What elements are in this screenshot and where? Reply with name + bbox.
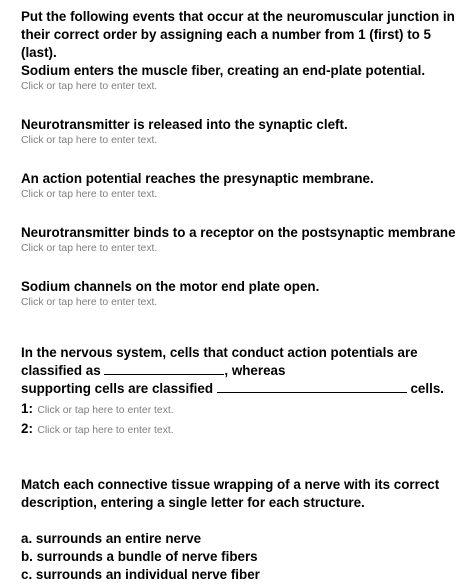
answer-number: 1: (21, 401, 33, 416)
question-2-text: supporting cells are classified (21, 381, 214, 396)
text-entry-placeholder[interactable]: Click or tap here to enter text. (21, 243, 158, 254)
event-item (21, 278, 469, 310)
event-item (21, 116, 469, 148)
event-text: Neurotransmitter is released into the synaptic cleft. (21, 117, 348, 132)
text-entry-placeholder[interactable]: Click or tap here to enter text. (21, 189, 158, 200)
event-text: An action potential reaches the presynaptic membrane. (21, 171, 374, 186)
option-item: b. surrounds a bundle of nerve fibers (21, 549, 258, 564)
question-3-prompt: Match each connective tissue wrapping of a nerve with its correct description, entering a single letter for each structure. (21, 477, 440, 510)
question-1-prompt: Put the following events that occur at the neuromuscular junction in their correct order by assigning each a number from 1 (first) to 5 (last). (21, 9, 455, 60)
text-entry-placeholder[interactable]: Click or tap here to enter text. (37, 405, 174, 416)
option-item: c. surrounds an individual nerve fiber (21, 567, 260, 582)
answer-row (21, 420, 469, 438)
event-text: Neurotransmitter binds to a receptor on the postsynaptic membrane (21, 225, 456, 240)
event-item (21, 170, 469, 202)
question-2-text: classified as (21, 363, 101, 378)
answer-number: 2: (21, 421, 33, 436)
question-2-text: , whereas (224, 363, 286, 378)
text-entry-placeholder[interactable]: Click or tap here to enter text. (21, 297, 158, 308)
fill-in-blank-2 (217, 380, 407, 393)
question-2-line-2 (21, 362, 469, 380)
text-entry-placeholder[interactable]: Click or tap here to enter text. (21, 81, 158, 92)
option-item: a. surrounds an entire nerve (21, 531, 202, 546)
question-2-text: cells. (410, 381, 444, 396)
text-entry-placeholder[interactable]: Click or tap here to enter text. (37, 425, 174, 436)
answer-row (21, 400, 469, 418)
option-list (21, 530, 469, 584)
document-page (21, 8, 469, 584)
event-text: Sodium enters the muscle fiber, creating an end-plate potential. (21, 63, 426, 78)
event-item (21, 62, 469, 94)
question-2-line-1: In the nervous system, cells that conduct action potentials are (21, 345, 418, 360)
fill-in-blank-1 (104, 362, 224, 375)
question-2-line-3 (21, 380, 469, 398)
event-item (21, 224, 469, 256)
text-entry-placeholder[interactable]: Click or tap here to enter text. (21, 135, 158, 146)
event-text: Sodium channels on the motor end plate open. (21, 279, 320, 294)
